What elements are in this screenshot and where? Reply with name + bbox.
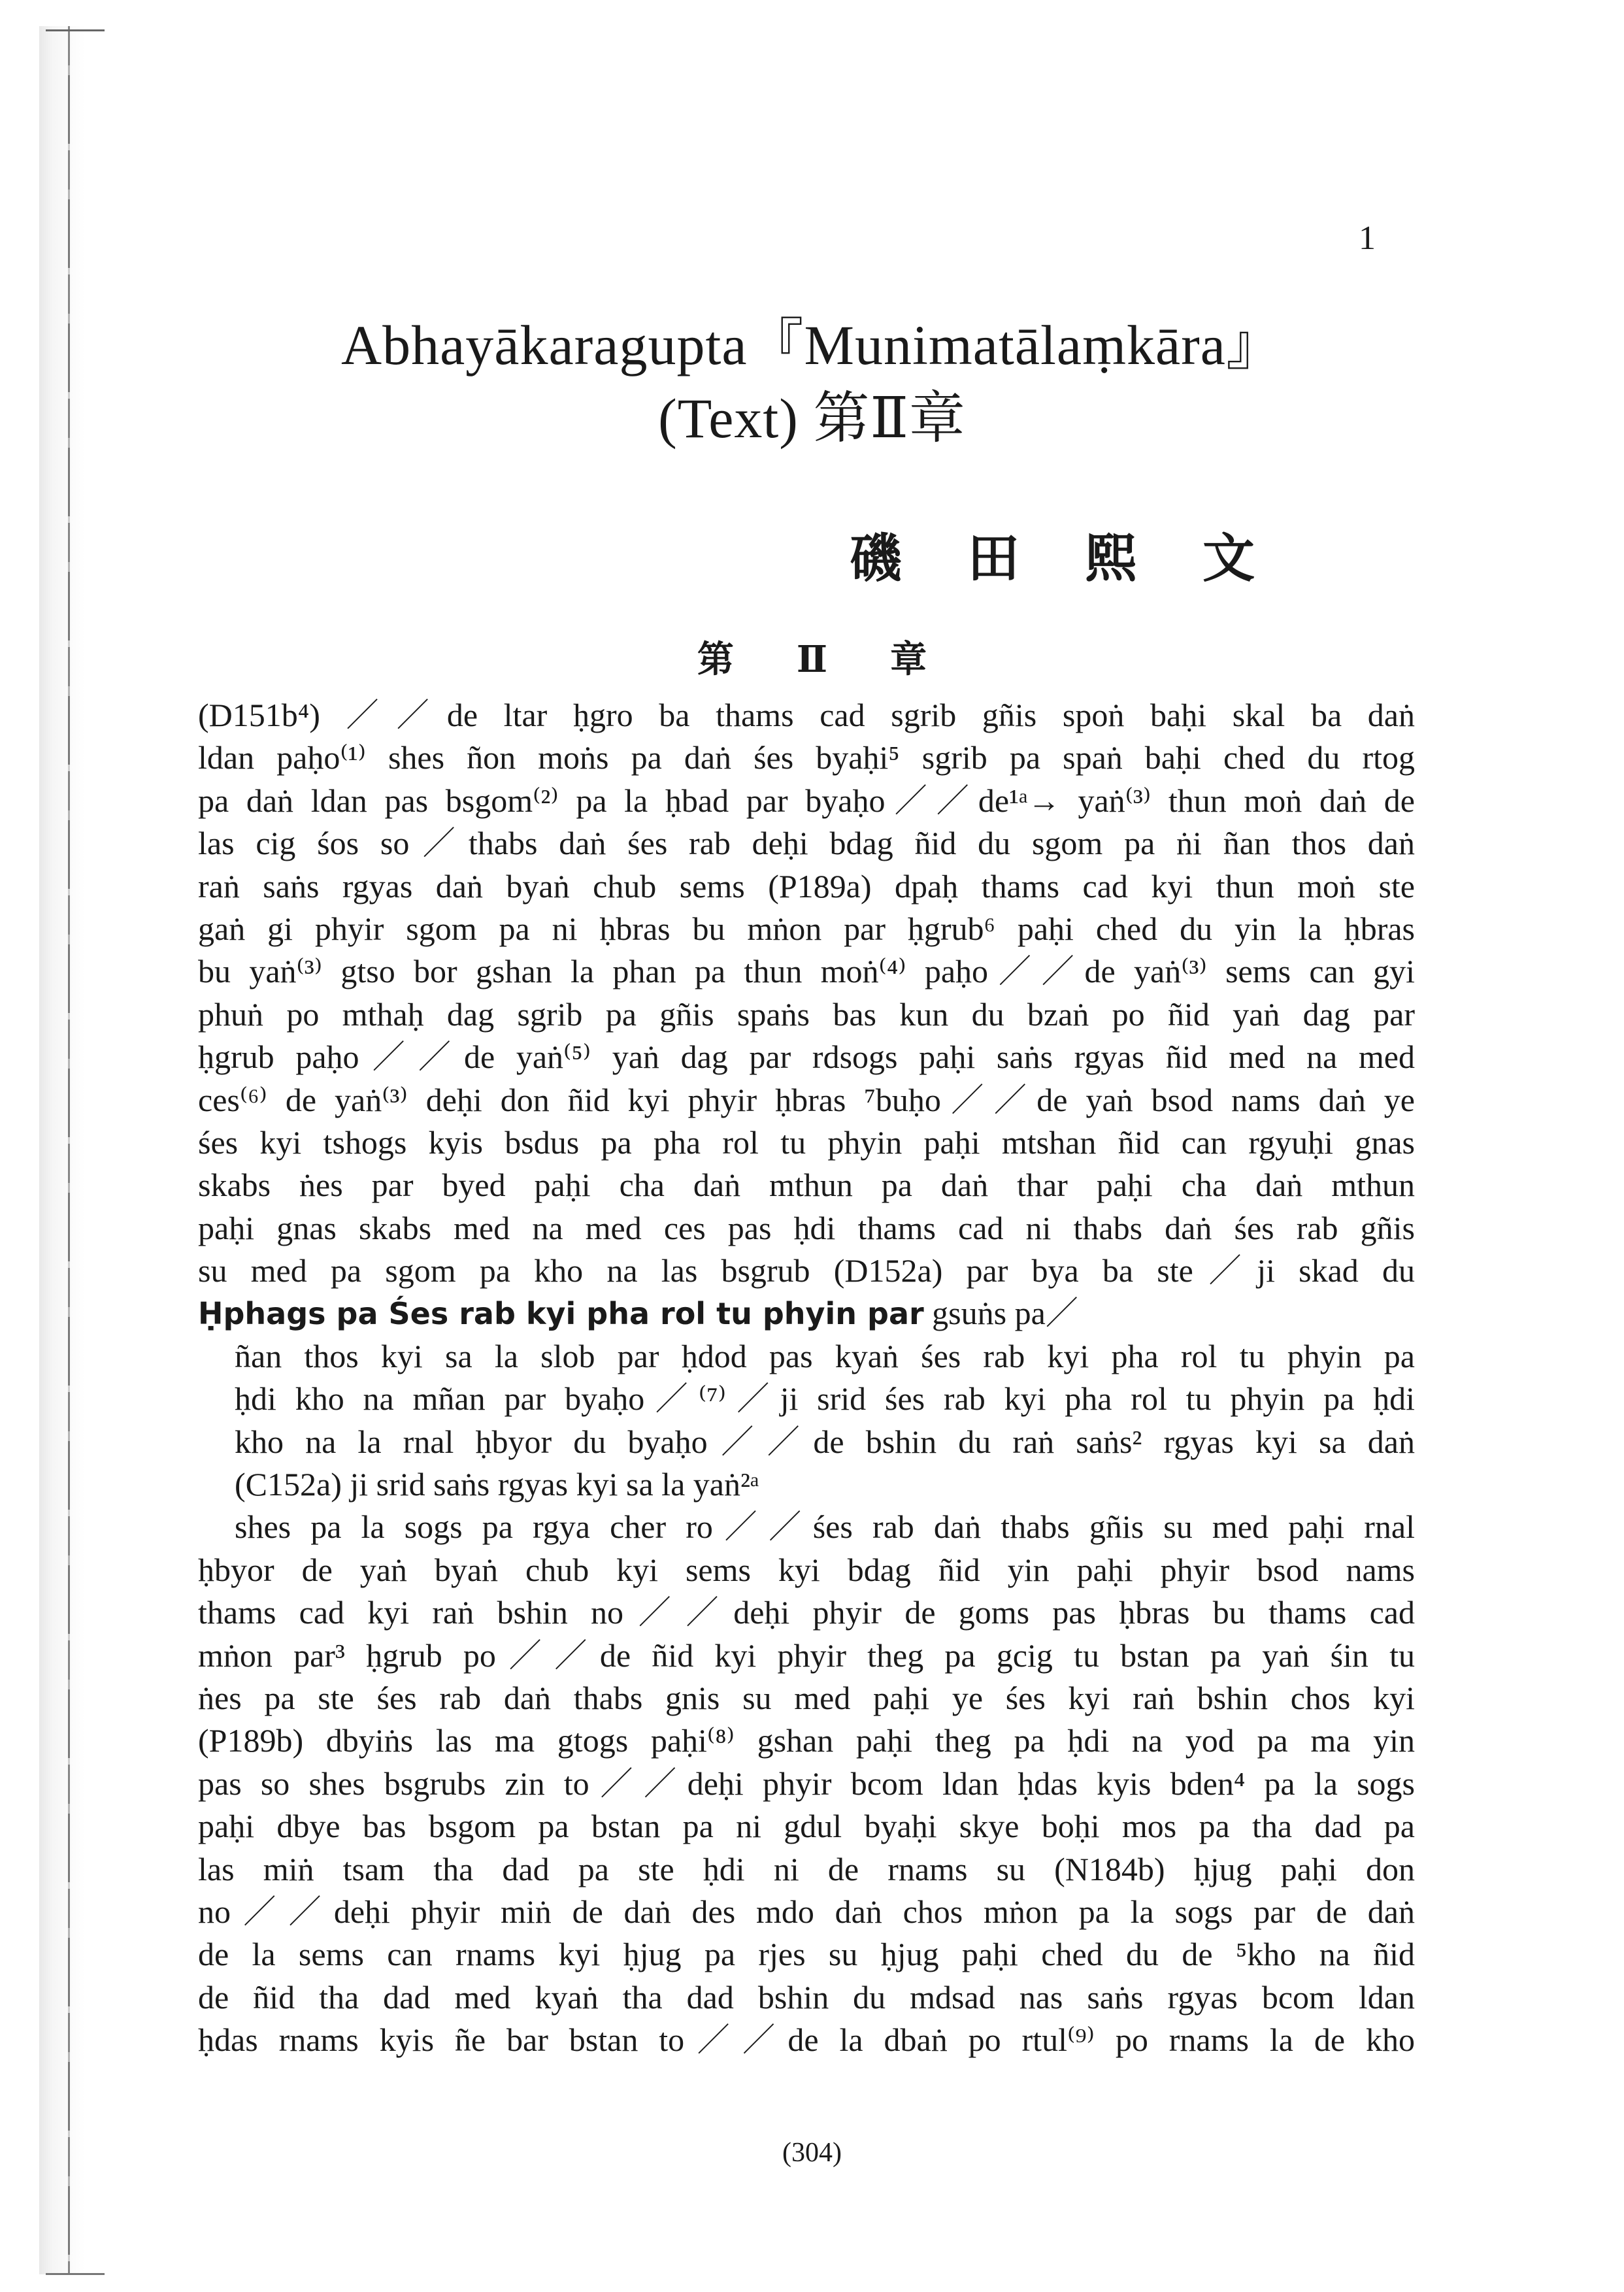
text-line: pas so shes bsgrubs zin to／／deḥi phyir bcom ldan ḥdas kyis bden⁴ pa la sogs	[198, 1765, 1415, 1802]
text-line: raṅ saṅs rgyas daṅ byaṅ chub sems (P189a) dpaḥ thams cad kyi thun moṅ ste	[198, 867, 1415, 905]
crop-mark-bottom	[46, 2273, 105, 2275]
text-line: de ñid tha dad med kyaṅ tha dad bshin du mdsad nas saṅs rgyas bcom ldan	[198, 1978, 1415, 2016]
text-line: las cig śos so／thabs daṅ śes rab deḥi bdag ñid du sgom pa ṅi ñan thos daṅ	[198, 825, 1415, 862]
text-line: ñan thos kyi sa la slob par ḥdod pas kyaṅ śes rab kyi pha rol tu phyin pa	[235, 1337, 1415, 1374]
text-line: pa daṅ ldan pas bsgom⁽²⁾ pa la ḥbad par byaḥo／／de¹ᵃ→ yaṅ⁽³⁾ thun moṅ daṅ de	[198, 782, 1415, 819]
text-line: bu yaṅ⁽³⁾ gtso bor gshan la phan pa thun moṅ⁽⁴⁾ paḥo／／de yaṅ⁽³⁾ sems can gyi	[198, 953, 1415, 990]
author-name: 磯田熙文	[850, 531, 1320, 588]
text-line: las miṅ tsam tha dad pa ste ḥdi ni de rnams su (N184b) ḥjug paḥi don	[198, 1850, 1415, 1887]
text-line: no／／deḥi phyir miṅ de daṅ des mdo daṅ chos mṅon pa la sogs par de daṅ	[198, 1893, 1415, 1930]
crop-mark-top	[46, 29, 105, 31]
text-line: ḥdi kho na mñan par byaḥo／⁽⁷⁾／ji srid śes rab kyi pha rol tu phyin pa ḥdi	[235, 1380, 1415, 1418]
text-line: (C152a) ji srid saṅs rgyas kyi sa la yaṅ²ᵃ	[235, 1466, 759, 1503]
text-line: thams cad kyi raṅ bshin no／／deḥi phyir de goms pas ḥbras bu thams cad	[198, 1594, 1415, 1631]
bold-citation: Ḥphags pa Śes rab kyi pha rol tu phyin par	[198, 1296, 924, 1332]
text-line: phuṅ po mthaḥ dag sgrib pa gñis spaṅs bas kun du bzaṅ po ñid yaṅ dag par	[198, 995, 1415, 1033]
citation-suffix: gsuṅs pa／	[923, 1295, 1078, 1332]
text-line: mṅon par³ ḥgrub po／／de ñid kyi phyir theg pa gcig tu bstan pa yaṅ śin tu	[198, 1636, 1415, 1674]
body-text	[198, 694, 1415, 2062]
text-line: paḥi gnas skabs med na med ces pas ḥdi thams cad ni thabs daṅ śes rab gñis	[198, 1209, 1415, 1246]
text-line: kho na la rnal ḥbyor du byaḥo／／de bshin du raṅ saṅs² rgyas kyi sa daṅ	[235, 1423, 1415, 1460]
text-line: śes kyi tshogs kyis bsdus pa pha rol tu phyin paḥi mtshan ñid can rgyuḥi gnas	[198, 1123, 1415, 1161]
text-line: ṅes pa ste śes rab daṅ thabs gnis su med paḥi ye śes kyi raṅ bshin chos kyi	[198, 1679, 1415, 1716]
text-line: (P189b) dbyiṅs las ma gtogs paḥi⁽⁸⁾ gshan paḥi theg pa ḥdi na yod pa ma yin	[198, 1722, 1415, 1759]
page-number: 1	[1359, 220, 1376, 257]
text-line: gaṅ gi phyir sgom pa ni ḥbras bu mṅon par ḥgrub⁶ paḥi ched du yin la ḥbras	[198, 910, 1415, 947]
text-line: paḥi dbye bas bsgom pa bstan pa ni gdul byaḥi skye boḥi mos pa tha dad pa	[198, 1808, 1415, 1845]
text-line: (D151b⁴) ／／de ltar ḥgro ba thams cad sgrib gñis spoṅ baḥi skal ba daṅ	[198, 697, 1415, 733]
title-line-2: (Text) 第Ⅱ章	[658, 387, 966, 450]
text-line: skabs ṅes par byed paḥi cha daṅ mthun pa daṅ thar paḥi cha daṅ mthun	[198, 1167, 1415, 1204]
footer-page-number: (304)	[782, 2138, 842, 2168]
text-line: shes pa la sogs pa rgya cher ro／／śes rab daṅ thabs gñis su med paḥi rnal	[235, 1508, 1415, 1546]
text-line: ḥdas rnams kyis ñe bar bstan to／／de la dbaṅ po rtul⁽⁹⁾ po rnams la de kho	[198, 2021, 1415, 2059]
chapter-heading: 第Ⅱ章	[697, 640, 990, 680]
title-line-1: Abhayākaragupta『Munimatālaṃkāra』	[341, 314, 1283, 376]
text-line: ḥbyor de yaṅ byaṅ chub kyi sems kyi bdag ñid yin paḥi phyir bsod nams	[198, 1551, 1415, 1588]
text-line: ldan paḥo⁽¹⁾ shes ñon moṅs pa daṅ śes byaḥi⁵ sgrib pa spaṅ baḥi ched du rtog	[198, 739, 1415, 776]
text-line	[198, 1292, 1415, 1335]
text-line: su med pa sgom pa kho na las bsgrub (D152a) par bya ba ste／ji skad du	[198, 1252, 1415, 1289]
text-line: de la sems can rnams kyi ḥjug pa rjes su ḥjug paḥi ched du de ⁵kho na ñid	[198, 1936, 1415, 1973]
text-line: ces⁽⁶⁾ de yaṅ⁽³⁾ deḥi don ñid kyi phyir ḥbras ⁷buḥo／／de yaṅ bsod nams daṅ ye	[198, 1081, 1415, 1118]
text-line: ḥgrub paḥo／／de yaṅ⁽⁵⁾ yaṅ dag par rdsogs paḥi saṅs rgyas ñid med na med	[198, 1038, 1415, 1076]
